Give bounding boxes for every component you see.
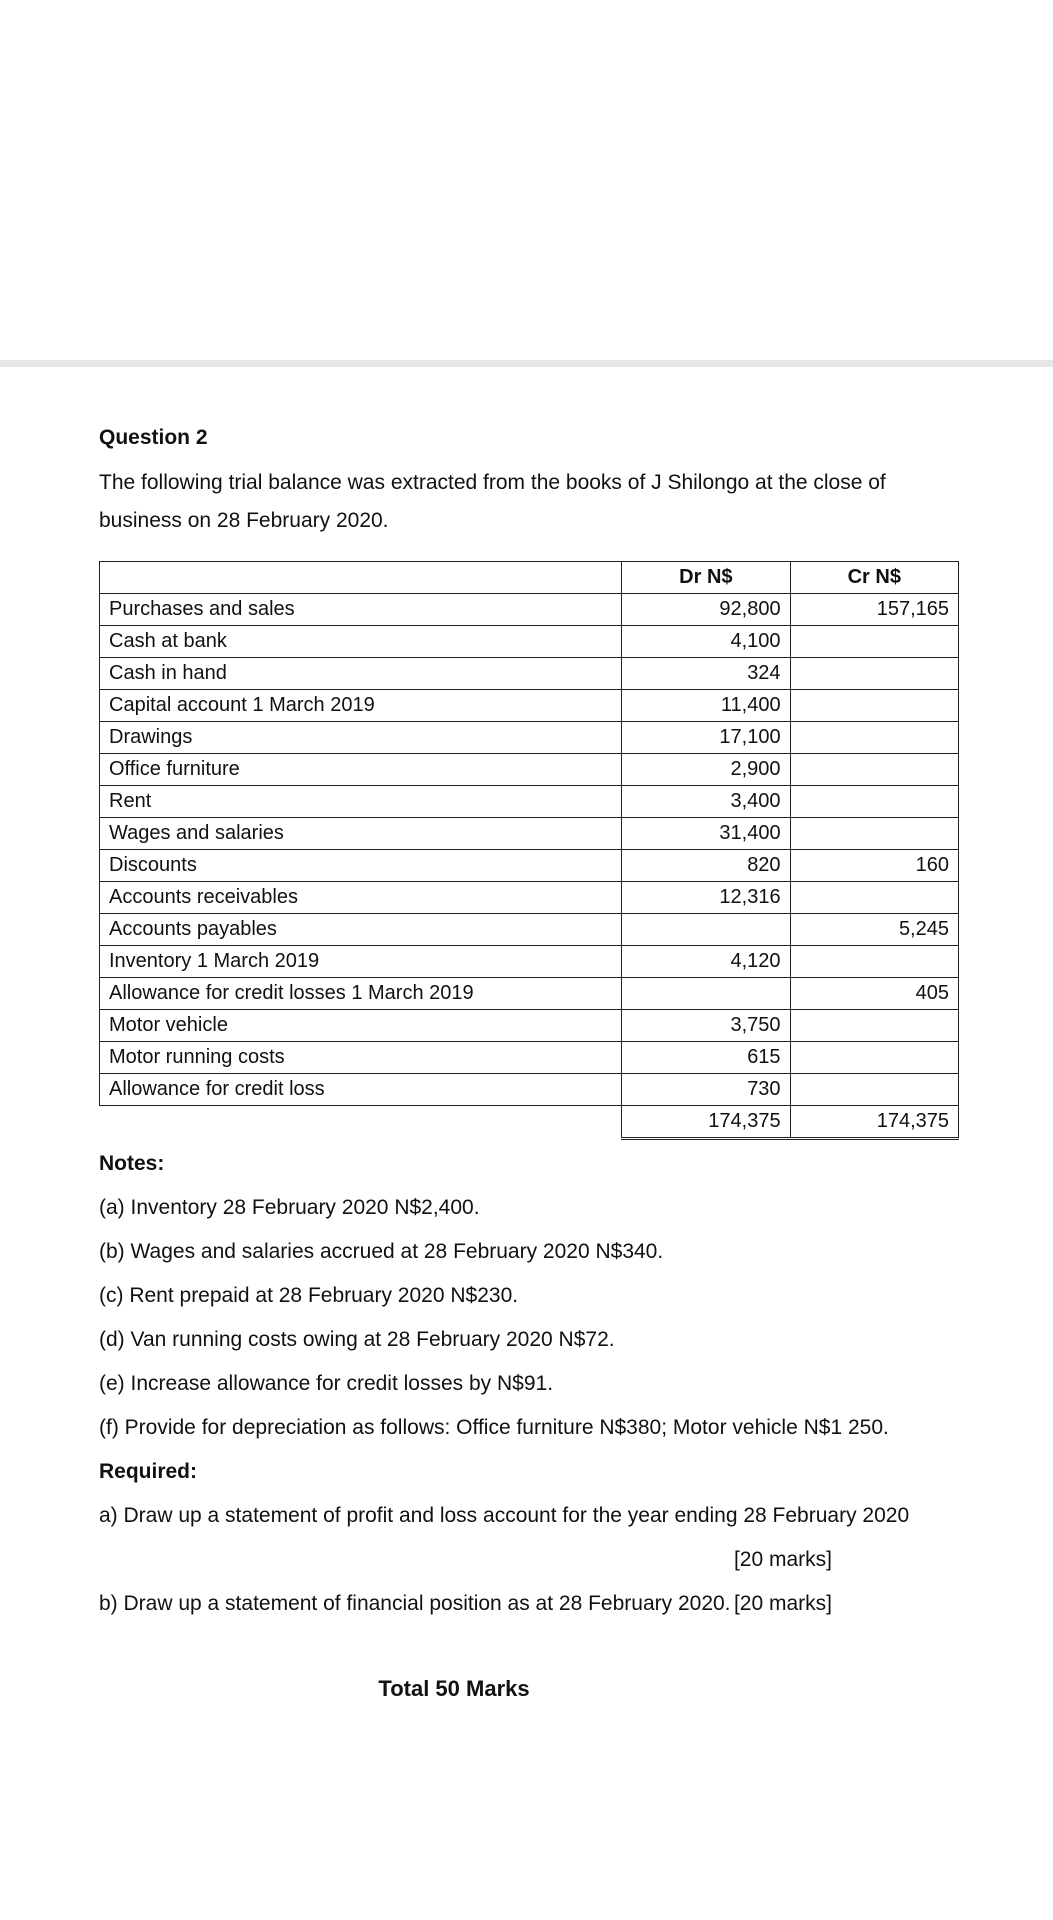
cell-cr: 405 xyxy=(790,978,958,1010)
table-row xyxy=(100,1010,959,1042)
cell-dr xyxy=(622,914,790,946)
table-row xyxy=(100,882,959,914)
cell-cr: 157,165 xyxy=(790,594,958,626)
cell-cr xyxy=(790,1010,958,1042)
cell-cr xyxy=(790,786,958,818)
cell-dr xyxy=(622,978,790,1010)
question-intro: The following trial balance was extracted from the books of J Shilongo at the close of business on 28 February 2020. xyxy=(99,471,886,532)
cell-cr xyxy=(790,818,958,850)
page-divider xyxy=(0,360,1053,367)
cell-account: Rent xyxy=(100,786,622,818)
required-heading: Required: xyxy=(99,1460,198,1483)
table-row xyxy=(100,1042,959,1074)
header-account xyxy=(100,562,622,594)
cell-cr xyxy=(790,1042,958,1074)
cell-dr: 12,316 xyxy=(622,882,790,914)
table-row xyxy=(100,626,959,658)
cell-cr xyxy=(790,754,958,786)
table-row xyxy=(100,690,959,722)
table-row xyxy=(100,946,959,978)
notes-section xyxy=(99,1142,959,1626)
cell-account: Allowance for credit losses 1 March 2019 xyxy=(100,978,622,1010)
table-row xyxy=(100,914,959,946)
cell-cr xyxy=(790,626,958,658)
table-row xyxy=(100,978,959,1010)
question-title: Question 2 xyxy=(99,426,208,449)
cell-dr: 4,100 xyxy=(622,626,790,658)
table-row xyxy=(100,818,959,850)
cell-account: Cash at bank xyxy=(100,626,622,658)
cell-account: Allowance for credit loss xyxy=(100,1074,622,1106)
cell-cr: 5,245 xyxy=(790,914,958,946)
trial-balance-table xyxy=(99,561,959,1140)
table-row xyxy=(100,658,959,690)
cell-dr: 820 xyxy=(622,850,790,882)
cell-dr: 11,400 xyxy=(622,690,790,722)
cell-dr: 2,900 xyxy=(622,754,790,786)
total-marks: Total 50 Marks xyxy=(378,1676,530,1701)
cell-dr: 92,800 xyxy=(622,594,790,626)
header-dr: Dr N$ xyxy=(622,562,790,594)
cell-account: Discounts xyxy=(100,850,622,882)
total-dr: 174,375 xyxy=(622,1106,790,1139)
cell-dr: 615 xyxy=(622,1042,790,1074)
cell-account: Purchases and sales xyxy=(100,594,622,626)
cell-dr: 3,400 xyxy=(622,786,790,818)
cell-account: Drawings xyxy=(100,722,622,754)
table-row xyxy=(100,850,959,882)
table-total-row xyxy=(100,1106,959,1139)
header-cr: Cr N$ xyxy=(790,562,958,594)
cell-account: Cash in hand xyxy=(100,658,622,690)
required-b-marks: [20 marks] xyxy=(733,1592,832,1615)
cell-cr xyxy=(790,1074,958,1106)
total-cr: 174,375 xyxy=(790,1106,958,1139)
cell-account: Office furniture xyxy=(100,754,622,786)
cell-dr: 4,120 xyxy=(622,946,790,978)
cell-account: Capital account 1 March 2019 xyxy=(100,690,622,722)
note-item: (e) Increase allowance for credit losses by N$91. xyxy=(99,1372,554,1395)
table-row xyxy=(100,754,959,786)
required-a-marks: [20 marks] xyxy=(733,1548,832,1571)
cell-account: Wages and salaries xyxy=(100,818,622,850)
cell-cr: 160 xyxy=(790,850,958,882)
cell-account: Inventory 1 March 2019 xyxy=(100,946,622,978)
notes-heading: Notes: xyxy=(99,1152,165,1175)
cell-cr xyxy=(790,690,958,722)
table-header-row xyxy=(100,562,959,594)
cell-dr: 730 xyxy=(622,1074,790,1106)
note-item: (a) Inventory 28 February 2020 N$2,400. xyxy=(99,1196,480,1219)
table-row xyxy=(100,594,959,626)
required-a: a) Draw up a statement of profit and loss account for the year ending 28 February 2020 xyxy=(99,1504,910,1527)
cell-cr xyxy=(790,658,958,690)
cell-dr: 17,100 xyxy=(622,722,790,754)
required-a-marks-row xyxy=(99,1538,959,1582)
total-blank-cell xyxy=(100,1106,622,1139)
note-item: (c) Rent prepaid at 28 February 2020 N$230. xyxy=(99,1284,519,1307)
cell-cr xyxy=(790,882,958,914)
cell-account: Motor running costs xyxy=(100,1042,622,1074)
cell-dr: 3,750 xyxy=(622,1010,790,1042)
note-item: (f) Provide for depreciation as follows: Office furniture N$380; Motor vehicle N$1 250. xyxy=(99,1416,889,1439)
table-row xyxy=(100,722,959,754)
cell-account: Accounts receivables xyxy=(100,882,622,914)
table-row xyxy=(100,786,959,818)
cell-cr xyxy=(790,946,958,978)
note-item: (b) Wages and salaries accrued at 28 February 2020 N$340. xyxy=(99,1240,664,1263)
cell-dr: 324 xyxy=(622,658,790,690)
cell-cr xyxy=(790,722,958,754)
table-row xyxy=(100,1074,959,1106)
required-b-row xyxy=(99,1582,959,1626)
cell-account: Motor vehicle xyxy=(100,1010,622,1042)
note-item: (d) Van running costs owing at 28 February 2020 N$72. xyxy=(99,1328,615,1351)
cell-dr: 31,400 xyxy=(622,818,790,850)
required-b: b) Draw up a statement of financial position as at 28 February 2020. xyxy=(99,1592,731,1615)
cell-account: Accounts payables xyxy=(100,914,622,946)
